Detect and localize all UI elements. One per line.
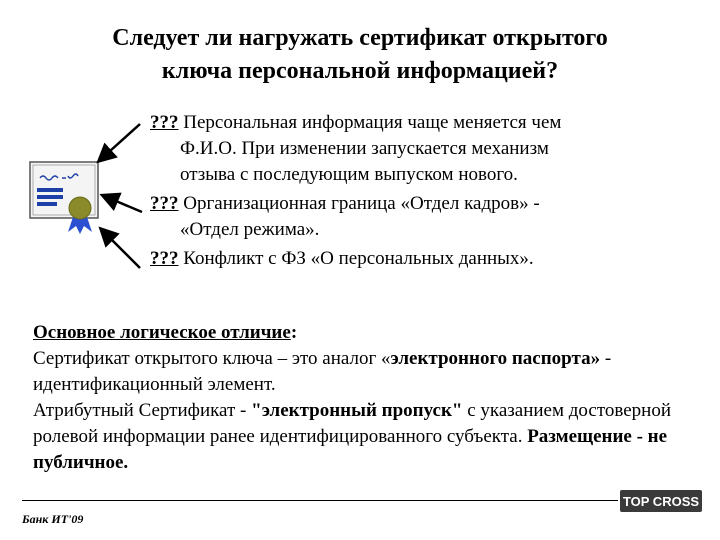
footer-label: Банк ИТ'09 [22, 512, 84, 526]
title-line-2: ключа персональной информацией? [161, 58, 559, 84]
footer-divider [22, 500, 618, 501]
arrow-3 [102, 230, 140, 268]
slide-title [20, 22, 700, 88]
top-cross-logo [620, 490, 702, 512]
main-paragraph-2: Атрибутный Сертификат - "электронный пропуск" с указанием достоверной ролевой информации ранее идентифицированного субъекта. Размещение - не публичное. [33, 400, 672, 473]
question-mark: ??? [150, 248, 179, 269]
question-text-cont: отзыва с последующим выпуском нового. [180, 164, 518, 185]
svg-text:TOP CROSS: TOP CROSS [622, 494, 700, 509]
question-item-3 [150, 246, 710, 272]
question-mark: ??? [150, 193, 179, 214]
arrow-1 [100, 124, 140, 160]
main-heading: Основное логическое отличие: [33, 322, 298, 343]
title-line-1: Следует ли нагружать сертификат открытого [112, 25, 608, 51]
certificate-icon [28, 160, 100, 236]
question-mark: ??? [150, 112, 179, 133]
question-text: Конфликт с ФЗ «О персональных данных». [178, 248, 534, 269]
question-text: Персональная информация чаще меняется чем [178, 112, 562, 133]
question-text-cont: «Отдел режима». [180, 219, 320, 240]
question-item-1 [150, 110, 710, 188]
question-item-2 [150, 191, 710, 243]
question-text: Организационная граница «Отдел кадров» - [178, 193, 540, 214]
arrow-2 [104, 196, 142, 212]
main-paragraph-1: Сертификат открытого ключа – это аналог «электронного паспорта» - идентификационный элемент. [33, 348, 612, 395]
main-text [33, 320, 703, 476]
question-list [150, 110, 710, 275]
question-text-cont: Ф.И.О. При изменении запускается механизм [180, 138, 549, 159]
